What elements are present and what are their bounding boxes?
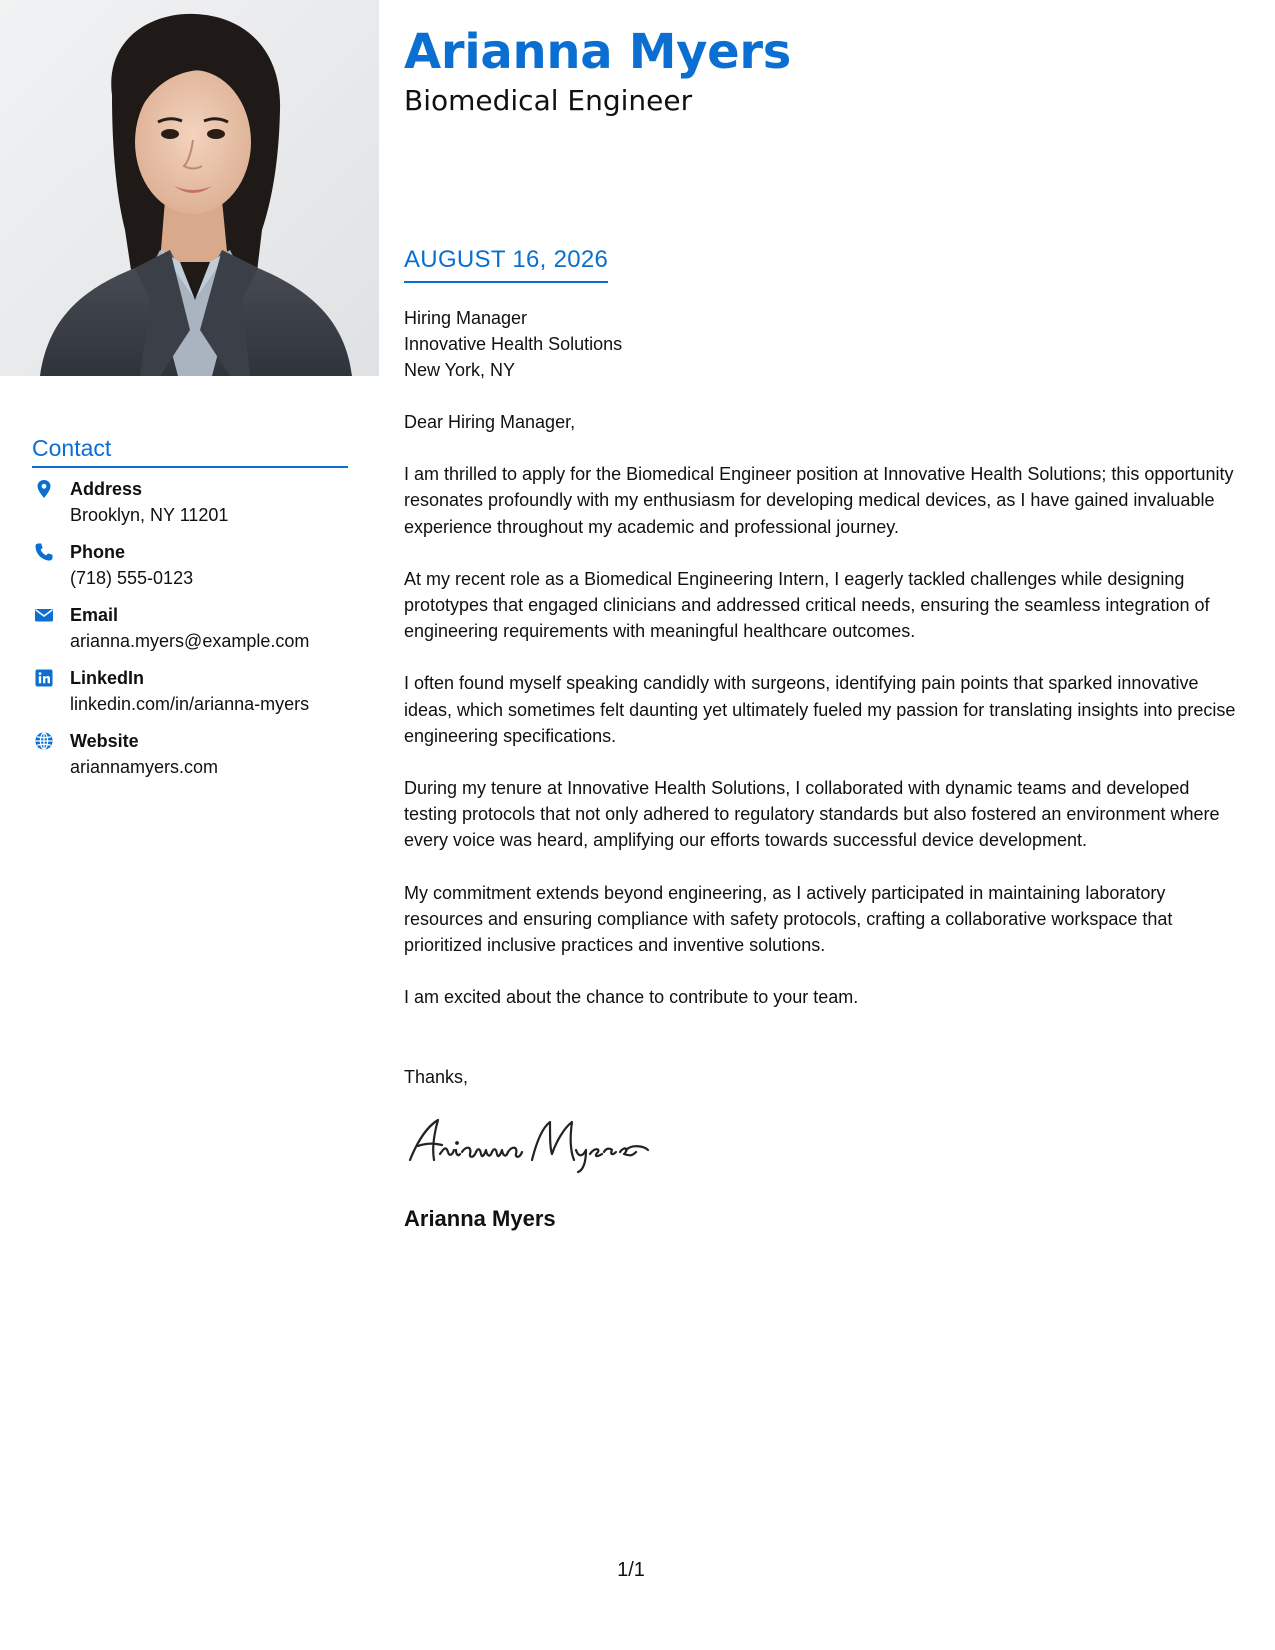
signer-name: Arianna Myers [404, 1206, 556, 1231]
contact-heading: Contact [32, 433, 348, 468]
contact-item-address [32, 476, 362, 539]
body-paragraph: During my tenure at Innovative Health Solutions, I collaborated with dynamic teams and developed testing protocols that not only adhered to regulatory standards but also fostered an environment where every voice was heard, amplifying our efforts towards successful device development. [404, 778, 1220, 851]
recipient-block [404, 305, 622, 383]
recipient-location: New York, NY [404, 360, 516, 380]
body-paragraph: My commitment extends beyond engineering, as I actively participated in maintaining laboratory resources and ensuring compliance with safety protocols, crafting a collaborative workspace that prioritized inclusive practices and inventive solutions. [404, 882, 1173, 956]
body-paragraph: I am thrilled to apply for the Biomedical Engineer position at Innovative Health Solutions; this opportunity resonates profoundly with my enthusiasm for developing medical devices, as I have gained invaluable experience throughout my academic and professional journey. [404, 464, 1234, 537]
contact-item-linkedin [32, 665, 362, 728]
contact-item-email [32, 602, 362, 665]
contact-item-phone [32, 539, 362, 602]
page-number: 1/1 [617, 1559, 645, 1581]
linkedin-icon [34, 668, 54, 688]
salutation: Dear Hiring Manager, [404, 412, 576, 432]
recipient-title: Hiring Manager [404, 308, 528, 328]
applicant-name: Arianna Myers [404, 24, 792, 80]
signature-image [404, 1110, 664, 1176]
letter-body [404, 409, 1239, 1036]
closing: Thanks, [404, 1067, 469, 1087]
contact-label: LinkedIn [70, 668, 145, 688]
recipient-company: Innovative Health Solutions [404, 334, 623, 354]
contact-label: Address [70, 479, 143, 499]
contact-value: (718) 555-0123 [70, 568, 194, 588]
body-paragraph: I am excited about the chance to contribute to your team. [404, 987, 859, 1008]
envelope-icon [34, 605, 54, 625]
body-paragraph: I often found myself speaking candidly with surgeons, identifying pain points that sparked innovative ideas, which sometimes felt daunting yet ultimately fueled my passion for translating insights into precise engineering specifications. [404, 673, 1236, 746]
contact-list [32, 476, 362, 791]
contact-label: Phone [70, 542, 126, 562]
contact-value: arianna.myers@example.com [70, 631, 310, 651]
contact-label: Website [70, 731, 139, 751]
location-pin-icon [34, 479, 54, 499]
globe-icon [34, 731, 54, 751]
portrait-illustration [0, 0, 379, 376]
phone-icon [34, 542, 54, 562]
applicant-job-title: Biomedical Engineer [404, 84, 693, 117]
letter-date: AUGUST 16, 2026 [404, 244, 608, 283]
handwritten-signature [404, 1110, 664, 1176]
contact-value: linkedin.com/in/arianna-myers [70, 694, 310, 714]
body-paragraph: At my recent role as a Biomedical Engineering Intern, I eagerly tackled challenges while designing prototypes that engaged clinicians and addressed critical needs, ensuring the seamless integration of engineering requirements with meaningful healthcare outcomes. [404, 568, 1210, 642]
profile-photo [0, 0, 379, 376]
contact-label: Email [70, 605, 119, 625]
contact-value: Brooklyn, NY 11201 [70, 505, 229, 525]
contact-value: ariannamyers.com [70, 757, 219, 777]
contact-item-website [32, 728, 362, 791]
